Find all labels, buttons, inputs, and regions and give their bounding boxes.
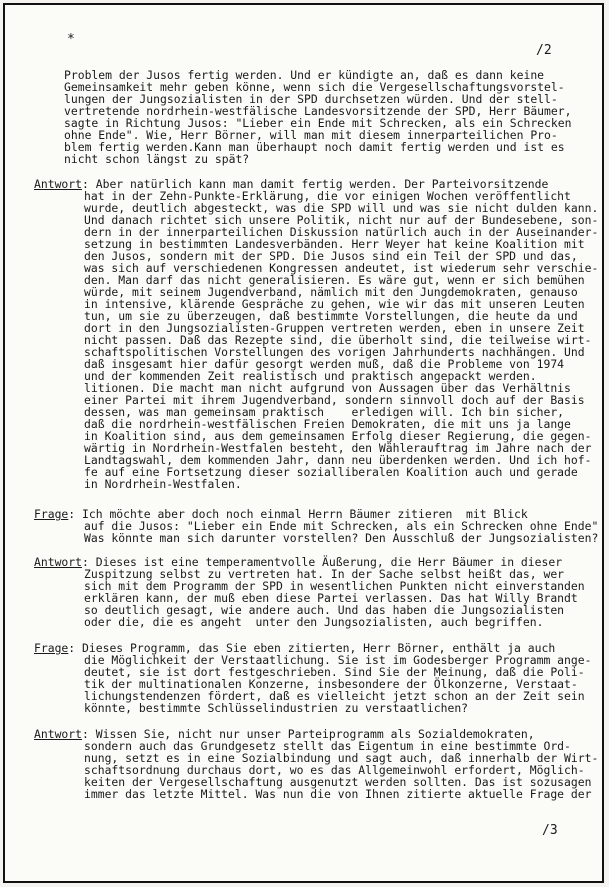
text-line: fe auf eine Fortsetzung dieser sozialliberalen Koalition auch und gerade xyxy=(84,465,578,479)
text-line: deutet, sie ist dort festgeschrieben. Sind Sie der Meinung, daß die Poli- xyxy=(84,665,585,679)
text-line: einer Partei mit ihrem Jugendverband, sondern sinnvoll doch auf der Basis xyxy=(84,393,585,407)
text-line: erklären kann, der muß eben diese Partei verlassen. Das hat Willy Brandt xyxy=(84,591,578,605)
page-number-top: /2 xyxy=(536,43,552,58)
text-line: litionen. Die macht man nicht aufgrund von Aussagen über das Verhältnis xyxy=(84,381,571,395)
text-line: nicht schon längst zu spät? xyxy=(64,152,250,166)
text-line: vertretende nordrhein-westfälische Landesvorsitzende der SPD, Herr Bäumer, xyxy=(64,104,572,118)
text-line: so deutlich gesagt, wie andere auch. Und das haben die Jungsozialisten xyxy=(84,603,565,617)
text-line: oder die, die es angeht unter den Jungsozialisten, auch begriffen. xyxy=(84,615,544,629)
answer-block-3 xyxy=(34,728,598,800)
text-line: lungen der Jungsozialisten in der SPD durchsetzen würden. Und der stell- xyxy=(64,92,558,106)
text-line: blem fertig werden.Kann man überhaupt noch damit fertig werden und ist es xyxy=(64,140,565,154)
text-line: ohne Ende". Wie, Herr Börner, will man mit diesem innerparteilichen Pro- xyxy=(64,128,558,142)
text-line: nicht passen. Daß das Rezepte sind, die überholt sind, die teilweise wirt- xyxy=(84,333,592,347)
question-block-2 xyxy=(34,642,591,714)
text-line: was sich auf verschiedenen Kongressen andeutet, ist wiederum sehr verschie- xyxy=(84,261,599,275)
speaker-first-text: : Dieses Programm, das Sie eben zitierten, Herr Börner, enthält ja auch xyxy=(68,641,556,655)
text-line: Problem der Jusos fertig werden. Und er kündigte an, daß es dann keine xyxy=(64,68,545,82)
speaker-first-text: : Wissen Sie, nicht nur unser Parteiprogramm als Sozialdemokraten, xyxy=(82,727,535,741)
text-line: auf die Jusos: "Lieber ein Ende mit Schrecken, als ein Schrecken ohne Ende" xyxy=(84,519,599,533)
text-line: den Jusos, sondern mit der SPD. Die Jusos sind ein Teil der SPD und das, xyxy=(84,249,578,263)
text-line: die Möglichkeit der Verstaatlichung. Sie ist im Godesberger Programm ange- xyxy=(84,653,592,667)
text-line: keiten der Vergesellschaftung ausgenutzt werden sollten. Das ist sozusagen xyxy=(84,775,592,789)
text-line: Zuspitzung selbst zu vertreten hat. In der Sache selbst heißt das, wer xyxy=(84,567,565,581)
text-line: hat in der Zehn-Punkte-Erklärung, die vor einigen Wochen veröffentlicht xyxy=(84,189,571,203)
speaker-label: Frage xyxy=(34,641,69,655)
text-line: tik der multinationalen Konzerne, insbesondere der Ölkonzerne, Verstaat- xyxy=(84,677,578,691)
text-line: Landtagswahl, dem kommenden Jahr, dann neu überdenken werden. Und ich hof- xyxy=(84,453,592,467)
star-mark: * xyxy=(67,32,75,47)
text-line: Was könnte man sich darunter vorstellen? Den Ausschluß der Jungsozialisten? xyxy=(84,531,599,545)
answer-block-1 xyxy=(34,178,598,490)
text-line: Und danach richtet sich unsere Politik, nicht nur auf der Bundesebene, son- xyxy=(84,213,599,227)
text-line: dort in den Jungsozialisten-Gruppen vertreten werden, eben in unsere Zeit xyxy=(84,321,585,335)
question-block-1 xyxy=(34,508,598,544)
page-number-bottom: /3 xyxy=(542,823,558,838)
text-line: und der kommenden Zeit realistisch und praktisch angepackt werden. xyxy=(84,369,537,383)
text-line: in intensive, klärende Gespräche zu gehen, wie wir das mit unseren Leuten xyxy=(84,297,585,311)
text-line: Gemeinsamkeit mehr geben könne, wenn sich die Vergesellschaftungsvorstel- xyxy=(64,80,565,94)
text-line: tun, um sie zu überzeugen, daß bestimmte Vorstellungen, die heute da und xyxy=(84,309,578,323)
speaker-first-text: : Aber natürlich kann man damit fertig werden. Der Parteivorsitzende xyxy=(82,177,549,191)
text-line: dern in der innerparteilichen Diskussion natürlich auch in der Auseinander- xyxy=(84,225,599,239)
text-line: würde, mit seinem Jugendverband, nämlich mit den Jungdemokraten, genauso xyxy=(84,285,578,299)
text-line: immer das letzte Mittel. Was nun die von Ihnen zitierte aktuelle Frage der xyxy=(84,787,592,801)
text-line: den. Man darf das nicht generalisieren. Es wäre gut, wenn er sich bemühen xyxy=(84,273,585,287)
continuation-paragraph xyxy=(64,69,571,165)
text-line: wärtig in Nordrhein-Westfalen besteht, den Wählerauftrag im Jahre nach der xyxy=(84,441,592,455)
text-line: schaftspolitischen Vorstellungen des vorigen Jahrhunderts nachhängen. Und xyxy=(84,345,585,359)
text-line: sagte in Richtung Jusos: "Lieber ein Ende mit Schrecken, als ein Schrecken xyxy=(64,116,572,130)
text-line: könnte, bestimmte Schlüsselindustrien zu verstaatlichen? xyxy=(84,701,469,715)
text-line: daß die nordrhein-westfälischen Freien Demokraten, die mit uns ja lange xyxy=(84,417,571,431)
text-line: nung, setzt es in eine Sozialbindung und sagt auch, daß innerhalb der Wirt- xyxy=(84,751,599,765)
text-line: in Nordrhein-Westfalen. xyxy=(84,477,242,491)
text-line: setzung in bestimmten Landesverbänden. Herr Weyer hat keine Koalition mit xyxy=(84,237,585,251)
speaker-label: Frage xyxy=(34,507,69,521)
document-page xyxy=(3,3,604,883)
speaker-label: Antwort xyxy=(34,555,83,569)
speaker-label: Antwort xyxy=(34,177,83,191)
text-line: lichungstendenzen fördert, daß es vielleicht jetzt schon an der Zeit sein xyxy=(84,689,585,703)
text-line: daß insgesamt hier dafür gesorgt werden muß, daß die Probleme von 1974 xyxy=(84,357,565,371)
text-line: schaftsordnung durchaus dort, wo es das Allgemeinwohl erfordert, Möglich- xyxy=(84,763,585,777)
speaker-label: Antwort xyxy=(34,727,83,741)
text-line: sich mit dem Programm der SPD in wesentlichen Punkten nicht einverstanden xyxy=(84,579,585,593)
speaker-first-text: : Ich möchte aber doch noch einmal Herrn Bäumer zitieren mit Blick xyxy=(68,507,528,521)
text-line: wurde, deutlich abgesteckt, was die SPD will und was sie nicht dulden kann. xyxy=(84,201,599,215)
speaker-first-text: : Dieses ist eine temperamentvolle Äußerung, die Herr Bäumer in dieser xyxy=(82,555,563,569)
text-line: in Koalition sind, aus dem gemeinsamen Erfolg dieser Regierung, die gegen- xyxy=(84,429,592,443)
text-line: sondern auch das Grundgesetz stellt das Eigentum in eine bestimmte Ord- xyxy=(84,739,571,753)
text-line: dessen, was man gemeinsam praktisch erledigen will. Ich bin sicher, xyxy=(84,405,565,419)
answer-block-2 xyxy=(34,556,585,628)
